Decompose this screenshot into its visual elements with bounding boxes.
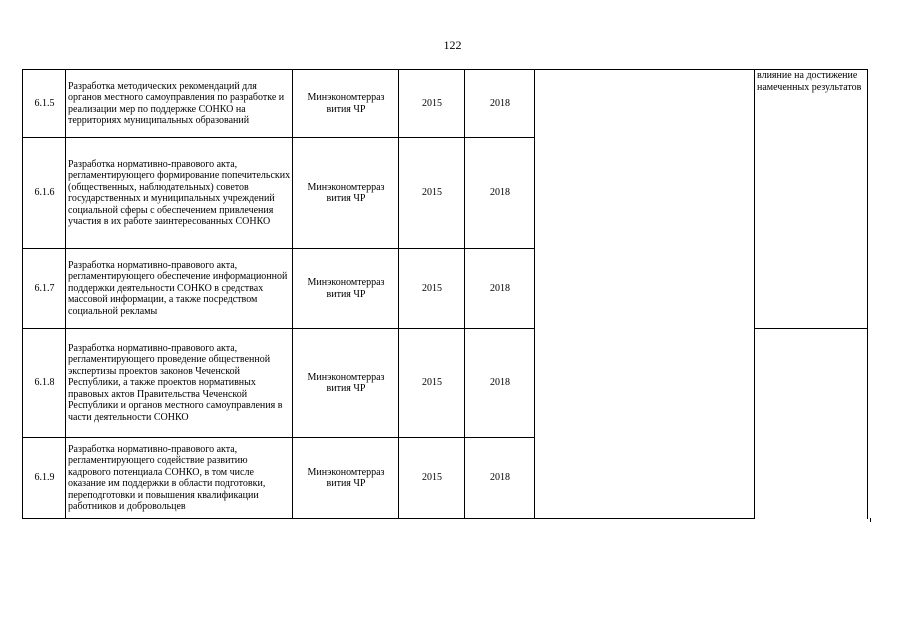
end-year: 2018 [465, 438, 535, 519]
end-year: 2018 [465, 249, 535, 329]
start-year: 2015 [399, 249, 465, 329]
start-year: 2015 [399, 70, 465, 138]
executor: Минэкономтерраз вития ЧР [293, 70, 399, 138]
end-year: 2018 [465, 329, 535, 438]
measure-description: Разработка нормативно-правового акта, регламентирующего формирование попечительских (общественных, наблюдательных) советов государственных и муниципальных учреждений социальной сферы с обеспечением привлечения участия в их работе заинтересованных СОНКО [66, 138, 293, 249]
row-number: 6.1.9 [23, 438, 66, 519]
empty-cell [535, 70, 755, 519]
start-year: 2015 [399, 438, 465, 519]
start-year: 2015 [399, 138, 465, 249]
row-number: 6.1.7 [23, 249, 66, 329]
end-year: 2018 [465, 70, 535, 138]
measure-description: Разработка нормативно-правового акта, регламентирующего обеспечение информационной поддержки деятельности СОНКО в средствах массовой информации, а также посредством социальной рекламы [66, 249, 293, 329]
measure-description: Разработка нормативно-правового акта, регламентирующего проведение общественной экспертизы проектов законов Чеченской Республики, а также проектов нормативных правовых актов Правительства Чеченской Республики и органов местного самоуправления в части деятельности СОНКО [66, 329, 293, 438]
measure-description: Разработка методических рекомендаций для органов местного самоуправления по разработке и реализации мер по поддержке СОНКО на территориях муниципальных образований [66, 70, 293, 138]
note-cell-empty [755, 329, 868, 519]
measures-table [22, 69, 868, 519]
table-row [23, 70, 868, 138]
start-year: 2015 [399, 329, 465, 438]
executor: Минэкономтерраз вития ЧР [293, 138, 399, 249]
row-number: 6.1.6 [23, 138, 66, 249]
end-year: 2018 [465, 138, 535, 249]
border-continuation [870, 518, 871, 522]
page-number: 122 [443, 38, 462, 52]
executor: Минэкономтерраз вития ЧР [293, 249, 399, 329]
executor: Минэкономтерраз вития ЧР [293, 438, 399, 519]
note-cell: влияние на достижение намеченных результатов [755, 70, 868, 329]
row-number: 6.1.5 [23, 70, 66, 138]
executor: Минэкономтерраз вития ЧР [293, 329, 399, 438]
measure-description: Разработка нормативно-правового акта, регламентирующего содействие развитию кадрового потенциала СОНКО, в том числе оказание им поддержки в области подготовки, переподготовки и повышения квалификации работников и добровольцев [66, 438, 293, 519]
row-number: 6.1.8 [23, 329, 66, 438]
